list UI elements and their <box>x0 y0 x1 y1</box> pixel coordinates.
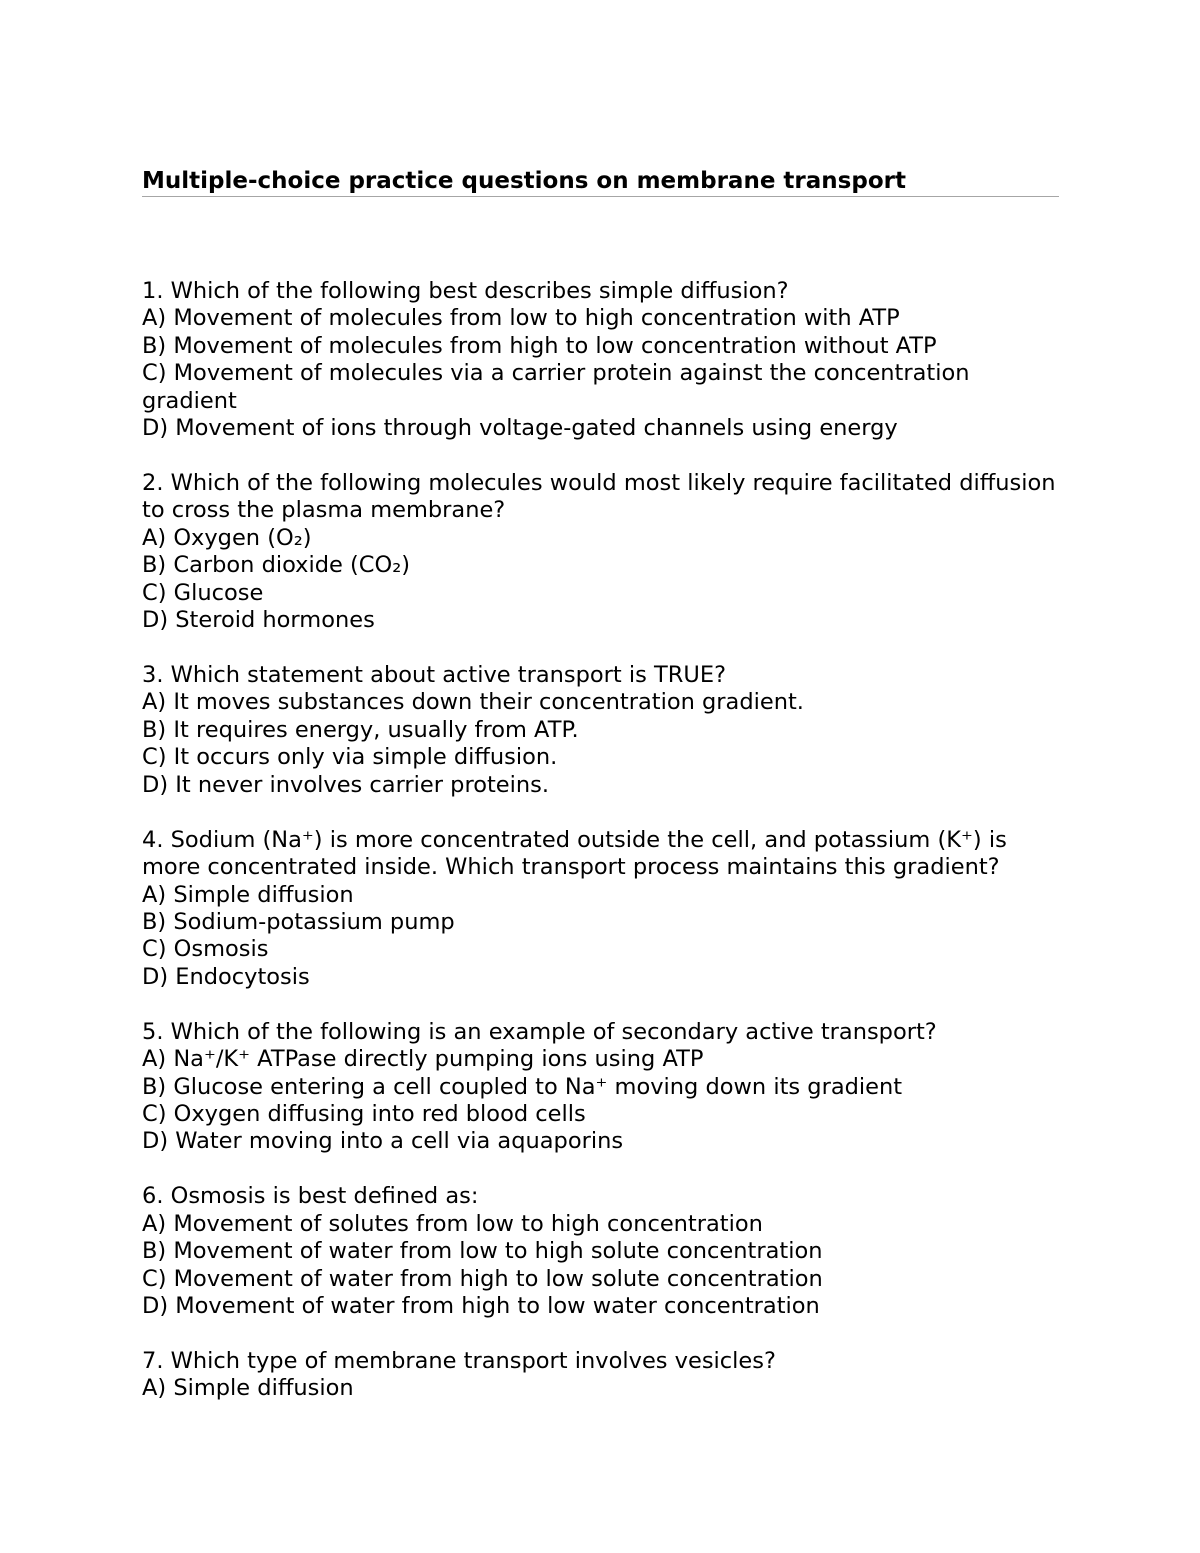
answer-option: A) Simple diffusion <box>142 881 354 908</box>
answer-option: A) Na⁺/K⁺ ATPase directly pumping ions using ATP <box>142 1046 704 1073</box>
answer-option: C) Movement of molecules via a carrier protein against the concentration gradient <box>142 360 970 414</box>
question-7 <box>142 1348 1059 1403</box>
question-stem: 2. Which of the following molecules would most likely require facilitated diffusion to cross the plasma membrane? <box>142 470 1056 524</box>
answer-option: B) Glucose entering a cell coupled to Na⁺ moving down its gradient <box>142 1073 903 1100</box>
question-stem: 6. Osmosis is best defined as: <box>142 1183 479 1210</box>
answer-option: D) Movement of water from high to low water concentration <box>142 1292 820 1319</box>
question-stem: 1. Which of the following best describes simple diffusion? <box>142 278 789 304</box>
answer-option: C) Movement of water from high to low solute concentration <box>142 1265 823 1292</box>
question-list <box>142 278 1059 1403</box>
answer-option: B) It requires energy, usually from ATP. <box>142 716 579 743</box>
answer-option: A) Movement of molecules from low to high concentration with ATP <box>142 305 900 332</box>
question-6 <box>142 1183 1059 1320</box>
question-stem: 7. Which type of membrane transport involves vesicles? <box>142 1347 776 1374</box>
question-stem: 5. Which of the following is an example of secondary active transport? <box>142 1018 937 1045</box>
answer-option: B) Carbon dioxide (CO₂) <box>142 552 411 579</box>
answer-option: B) Movement of water from low to high solute concentration <box>142 1238 823 1265</box>
question-stem: 3. Which statement about active transport is TRUE? <box>142 662 727 689</box>
question-3 <box>142 662 1059 799</box>
answer-option: C) Glucose <box>142 579 264 606</box>
document-page <box>142 166 1059 1430</box>
answer-option: B) Sodium-potassium pump <box>142 908 455 935</box>
answer-option: A) Oxygen (O₂) <box>142 524 312 551</box>
answer-option: A) It moves substances down their concentration gradient. <box>142 689 804 716</box>
question-stem: 4. Sodium (Na⁺) is more concentrated outside the cell, and potassium (K⁺) is more concentrated inside. Which transport process maintains this gradient? <box>142 826 1007 881</box>
answer-option: C) Oxygen diffusing into red blood cells <box>142 1100 586 1127</box>
question-1 <box>142 278 1059 442</box>
question-5 <box>142 1019 1059 1156</box>
answer-option: C) It occurs only via simple diffusion. <box>142 744 558 771</box>
answer-option: D) It never involves carrier proteins. <box>142 771 550 798</box>
answer-option: A) Simple diffusion <box>142 1375 354 1402</box>
answer-option: D) Steroid hormones <box>142 607 375 634</box>
question-4 <box>142 827 1059 991</box>
answer-option: C) Osmosis <box>142 936 269 963</box>
answer-option: D) Water moving into a cell via aquaporins <box>142 1128 624 1155</box>
question-2 <box>142 470 1059 634</box>
answer-option: A) Movement of solutes from low to high concentration <box>142 1210 763 1237</box>
answer-option: D) Endocytosis <box>142 963 310 990</box>
document-title: Multiple-choice practice questions on membrane transport <box>142 166 1059 197</box>
answer-option: D) Movement of ions through voltage-gated channels using energy <box>142 415 898 442</box>
answer-option: B) Movement of molecules from high to low concentration without ATP <box>142 332 937 359</box>
